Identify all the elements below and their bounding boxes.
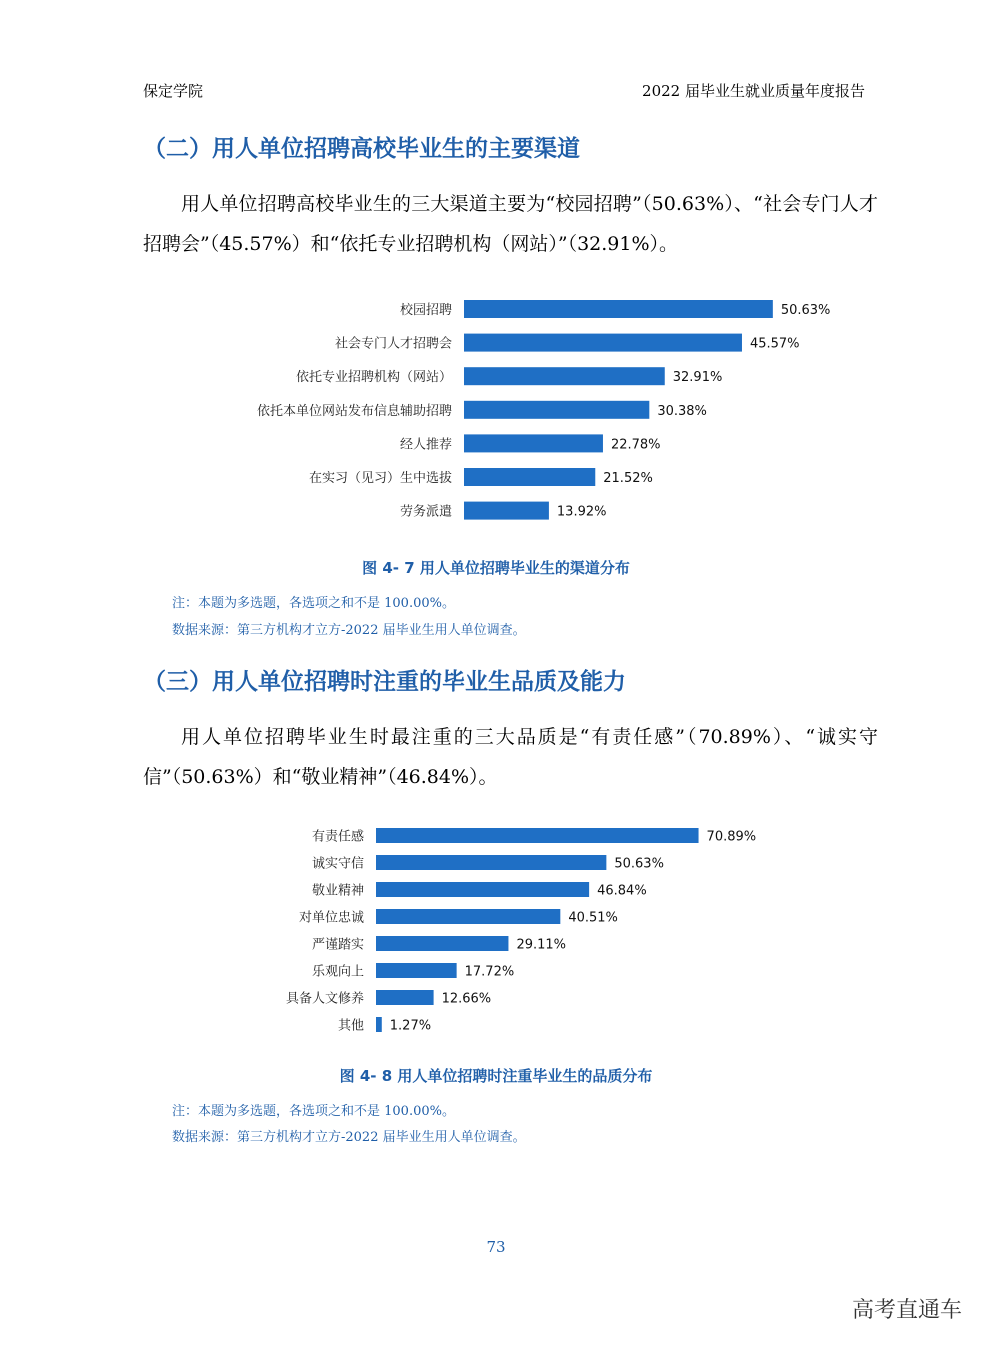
category-label: 校园招聘 bbox=[399, 303, 452, 318]
category-label: 严谨踏实 bbox=[311, 937, 364, 953]
bar bbox=[464, 300, 773, 318]
category-label: 依托本单位网站发布信息辅助招聘 bbox=[256, 403, 452, 419]
category-label: 在实习（见习）生中选拔 bbox=[308, 471, 452, 486]
bar bbox=[376, 828, 699, 843]
bar bbox=[376, 1017, 382, 1032]
figure-source-4-7: 数据来源：第三方机构才立方-2022 届毕业生用人单位调查。 bbox=[172, 623, 526, 638]
category-label: 其他 bbox=[337, 1018, 364, 1034]
bar bbox=[376, 963, 457, 978]
bar bbox=[376, 990, 434, 1005]
category-label: 对单位忠诚 bbox=[298, 910, 364, 926]
category-label: 乐观向上 bbox=[311, 964, 364, 980]
data-label: 30.38% bbox=[657, 403, 707, 419]
data-label: 45.57% bbox=[749, 336, 800, 352]
data-label: 13.92% bbox=[556, 504, 607, 520]
header-institution: 保定学院 bbox=[143, 82, 204, 100]
category-label: 具备人文修养 bbox=[285, 991, 364, 1007]
chart-recruitment-channels bbox=[0, 288, 992, 533]
bar bbox=[464, 434, 603, 452]
data-label: 12.66% bbox=[441, 991, 492, 1007]
data-label: 50.63% bbox=[614, 856, 664, 872]
data-label: 21.52% bbox=[603, 471, 653, 486]
data-label: 17.72% bbox=[464, 964, 515, 980]
chart-graduate-qualities bbox=[0, 818, 992, 1043]
category-label: 有责任感 bbox=[311, 829, 364, 845]
bar bbox=[464, 334, 742, 352]
data-label: 40.51% bbox=[568, 910, 618, 926]
bar bbox=[464, 502, 549, 520]
category-label: 依托专业招聘机构（网站） bbox=[295, 370, 452, 386]
data-label: 1.27% bbox=[389, 1018, 432, 1034]
data-label: 50.63% bbox=[780, 303, 831, 318]
section-paragraph-graduate-qualities: 用人单位招聘毕业生时最注重的三大品质是“有责任感”（70.89%）、“诚实守信”（50.63%）和“敬业精神”（46.84%）。 bbox=[143, 726, 878, 788]
bar bbox=[376, 909, 560, 924]
bar bbox=[376, 855, 606, 870]
section-paragraph-recruitment-channels: 用人单位招聘高校毕业生的三大渠道主要为“校园招聘”（50.63%）、“社会专门人才招聘会”（45.57%）和“依托专业招聘机构（网站）”（32.91%）。 bbox=[143, 193, 878, 255]
section-heading-recruitment-channels: （二）用人单位招聘高校毕业生的主要渠道 bbox=[143, 136, 580, 162]
category-label: 敬业精神 bbox=[311, 883, 364, 899]
header-report-title: 2022 届毕业生就业质量年度报告 bbox=[642, 82, 865, 100]
bar bbox=[464, 367, 665, 385]
data-label: 46.84% bbox=[597, 883, 647, 899]
bar bbox=[464, 401, 649, 419]
category-label: 经人推荐 bbox=[399, 437, 452, 453]
data-label: 29.11% bbox=[516, 937, 567, 953]
bar bbox=[376, 882, 589, 897]
bar bbox=[376, 936, 508, 951]
bar bbox=[464, 468, 595, 486]
data-label: 22.78% bbox=[610, 437, 661, 453]
section-heading-graduate-qualities: （三）用人单位招聘时注重的毕业生品质及能力 bbox=[143, 669, 626, 695]
category-label: 劳务派遣 bbox=[399, 504, 452, 520]
data-label: 32.91% bbox=[672, 370, 723, 386]
figure-note-4-8: 注：本题为多选题，各选项之和不是 100.00%。 bbox=[172, 1104, 455, 1119]
data-label: 70.89% bbox=[706, 829, 757, 845]
watermark: 高考直通车 bbox=[851, 1298, 962, 1323]
category-label: 诚实守信 bbox=[311, 856, 364, 872]
figure-caption-4-8: 图 4- 8 用人单位招聘时注重毕业生的品质分布 bbox=[339, 1067, 653, 1085]
figure-caption-4-7: 图 4- 7 用人单位招聘毕业生的渠道分布 bbox=[362, 559, 630, 577]
figure-source-4-8: 数据来源：第三方机构才立方-2022 届毕业生用人单位调查。 bbox=[172, 1130, 526, 1145]
category-label: 社会专门人才招聘会 bbox=[334, 336, 452, 352]
page-number: 73 bbox=[486, 1238, 506, 1256]
figure-note-4-7: 注：本题为多选题，各选项之和不是 100.00%。 bbox=[172, 596, 455, 611]
